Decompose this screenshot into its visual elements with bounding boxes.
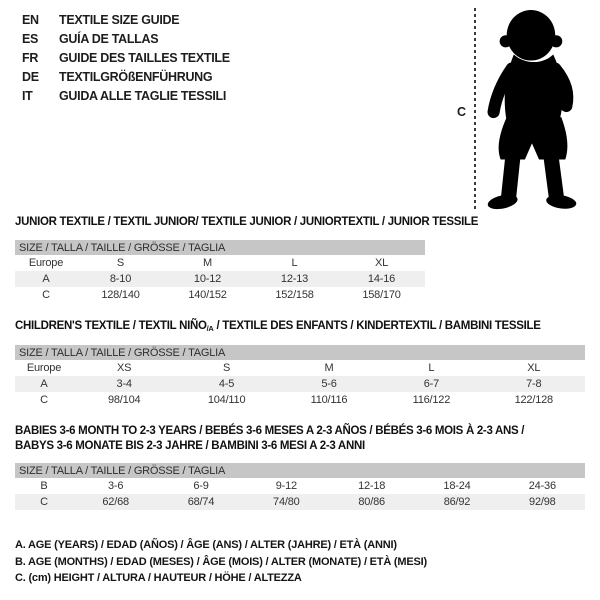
table-cell: 74/80 bbox=[244, 494, 329, 510]
children-title-pre: CHILDREN'S TEXTILE / TEXTIL NIÑO bbox=[15, 320, 207, 332]
junior-size-table bbox=[15, 240, 425, 303]
size-header-label: SIZE / TALLA / TAILLE / GRÖSSE / TAGLIA bbox=[15, 463, 585, 478]
babies-title-line2: BABYS 3-6 MONATE BIS 2-3 JAHRE / BAMBINI 3-6 MESI A 2-3 ANNI bbox=[15, 440, 365, 452]
table-row bbox=[15, 271, 425, 287]
lang-title: GUIDE DES TAILLES TEXTILE bbox=[59, 51, 230, 65]
table-cell: 98/104 bbox=[107, 394, 141, 406]
row-label: A bbox=[15, 271, 77, 287]
height-measure-dotted-line bbox=[474, 8, 476, 212]
toddler-silhouette-image bbox=[480, 8, 592, 210]
children-title-subscript: /A bbox=[206, 324, 214, 333]
table-cell: 5-6 bbox=[278, 376, 380, 392]
lang-row-es bbox=[22, 30, 230, 49]
table-cell: 122/128 bbox=[514, 394, 553, 406]
table-cell: 104/110 bbox=[207, 394, 246, 406]
legend-line-a: A. AGE (YEARS) / EDAD (AÑOS) / ÂGE (ANS) / ALTER (JAHRE) / ETÀ (ANNI) bbox=[15, 539, 397, 551]
table-cell: 6-7 bbox=[380, 376, 482, 392]
table-row bbox=[15, 255, 425, 271]
table-cell: 4-5 bbox=[175, 376, 277, 392]
size-header-band bbox=[15, 345, 585, 360]
row-label: B bbox=[40, 480, 48, 492]
table-cell: 18-24 bbox=[443, 480, 471, 492]
column-header: M bbox=[203, 257, 212, 269]
table-cell: 86/92 bbox=[414, 494, 499, 510]
language-title-block bbox=[22, 11, 230, 106]
lang-title: GUIDA ALLE TAGLIE TESSILI bbox=[59, 89, 227, 103]
lang-row-fr bbox=[22, 49, 230, 68]
table-row bbox=[15, 360, 585, 376]
table-row bbox=[15, 376, 585, 392]
lang-title: TEXTILE SIZE GUIDE bbox=[59, 13, 180, 27]
column-header: XS bbox=[117, 362, 132, 374]
column-header: L bbox=[428, 362, 435, 374]
babies-title-line1: BABIES 3-6 MONTH TO 2-3 YEARS / BEBÉS 3-6 MESES A 2-3 AÑOS / BÉBÉS 3-6 MOIS À 2-3 ANS / bbox=[15, 425, 525, 437]
table-cell: 3-4 bbox=[73, 376, 175, 392]
column-header: Europe bbox=[26, 362, 62, 374]
babies-table-title bbox=[15, 424, 524, 454]
table-cell: 110/116 bbox=[310, 394, 348, 406]
table-cell: 62/68 bbox=[73, 494, 158, 510]
row-label: C bbox=[15, 494, 73, 510]
legend bbox=[15, 537, 427, 587]
row-label: C bbox=[40, 394, 48, 406]
toddler-silhouette-shape bbox=[486, 10, 577, 210]
lang-code: FR bbox=[22, 51, 39, 65]
column-header: S bbox=[116, 257, 125, 269]
table-cell: 140/152 bbox=[188, 289, 227, 301]
lang-code: EN bbox=[22, 13, 39, 27]
lang-row-it bbox=[22, 87, 230, 106]
table-cell: 7-8 bbox=[483, 376, 585, 392]
lang-title: GUÍA DE TALLAS bbox=[59, 32, 159, 46]
legend-line-c: C. (cm) HEIGHT / ALTURA / HAUTEUR / HÖHE / ALTEZZA bbox=[15, 572, 302, 584]
size-header-label: SIZE / TALLA / TAILLE / GRÖSSE / TAGLIA bbox=[15, 240, 425, 255]
table-cell: 6-9 bbox=[193, 480, 209, 492]
table-cell: 116/122 bbox=[412, 394, 451, 406]
lang-code: ES bbox=[22, 32, 39, 46]
children-table-title bbox=[15, 319, 541, 336]
lang-row-en bbox=[22, 11, 230, 30]
table-cell: 152/158 bbox=[275, 289, 314, 301]
table-cell: 12-18 bbox=[358, 480, 386, 492]
table-row bbox=[15, 392, 585, 408]
size-header-label: SIZE / TALLA / TAILLE / GRÖSSE / TAGLIA bbox=[15, 345, 585, 360]
children-title-post: / TEXTILE DES ENFANTS / KINDERTEXTIL / BAMBINI TESSILE bbox=[213, 320, 541, 332]
lang-row-de bbox=[22, 68, 230, 87]
table-row bbox=[15, 494, 585, 510]
table-cell: 92/98 bbox=[500, 494, 585, 510]
column-header: L bbox=[291, 257, 298, 269]
column-header: S bbox=[223, 362, 231, 374]
table-cell: 3-6 bbox=[108, 480, 124, 492]
lang-title: TEXTILGRÖßENFÜHRUNG bbox=[59, 70, 213, 84]
table-cell: 68/74 bbox=[158, 494, 243, 510]
table-row bbox=[15, 478, 585, 494]
column-header: M bbox=[324, 362, 334, 374]
size-header-band bbox=[15, 240, 425, 255]
table-cell: 24-36 bbox=[528, 480, 556, 492]
row-label: A bbox=[15, 376, 73, 392]
table-cell: 158/170 bbox=[362, 289, 401, 301]
children-size-table bbox=[15, 345, 585, 408]
table-cell: 8-10 bbox=[77, 271, 164, 287]
size-header-band bbox=[15, 463, 585, 478]
table-cell: 80/86 bbox=[329, 494, 414, 510]
column-header: Europe bbox=[28, 257, 64, 269]
column-header: XL bbox=[527, 362, 541, 374]
height-measure-label: C bbox=[457, 105, 467, 119]
junior-table-title: JUNIOR TEXTILE / TEXTIL JUNIOR/ TEXTILE JUNIOR / JUNIORTEXTIL / JUNIOR TESSILE bbox=[15, 216, 479, 228]
table-cell: 9-12 bbox=[275, 480, 297, 492]
lang-code: DE bbox=[22, 70, 39, 84]
table-cell: 12-13 bbox=[251, 271, 338, 287]
table-cell: 128/140 bbox=[101, 289, 140, 301]
table-row bbox=[15, 287, 425, 303]
legend-line-b: B. AGE (MONTHS) / EDAD (MESES) / ÂGE (MOIS) / ALTER (MONATE) / ETÀ (MESI) bbox=[15, 555, 427, 568]
lang-code: IT bbox=[22, 89, 33, 103]
column-header: XL bbox=[374, 257, 389, 269]
row-label: C bbox=[42, 289, 50, 301]
table-cell: 14-16 bbox=[338, 271, 425, 287]
table-cell: 10-12 bbox=[164, 271, 251, 287]
babies-size-table bbox=[15, 463, 585, 510]
